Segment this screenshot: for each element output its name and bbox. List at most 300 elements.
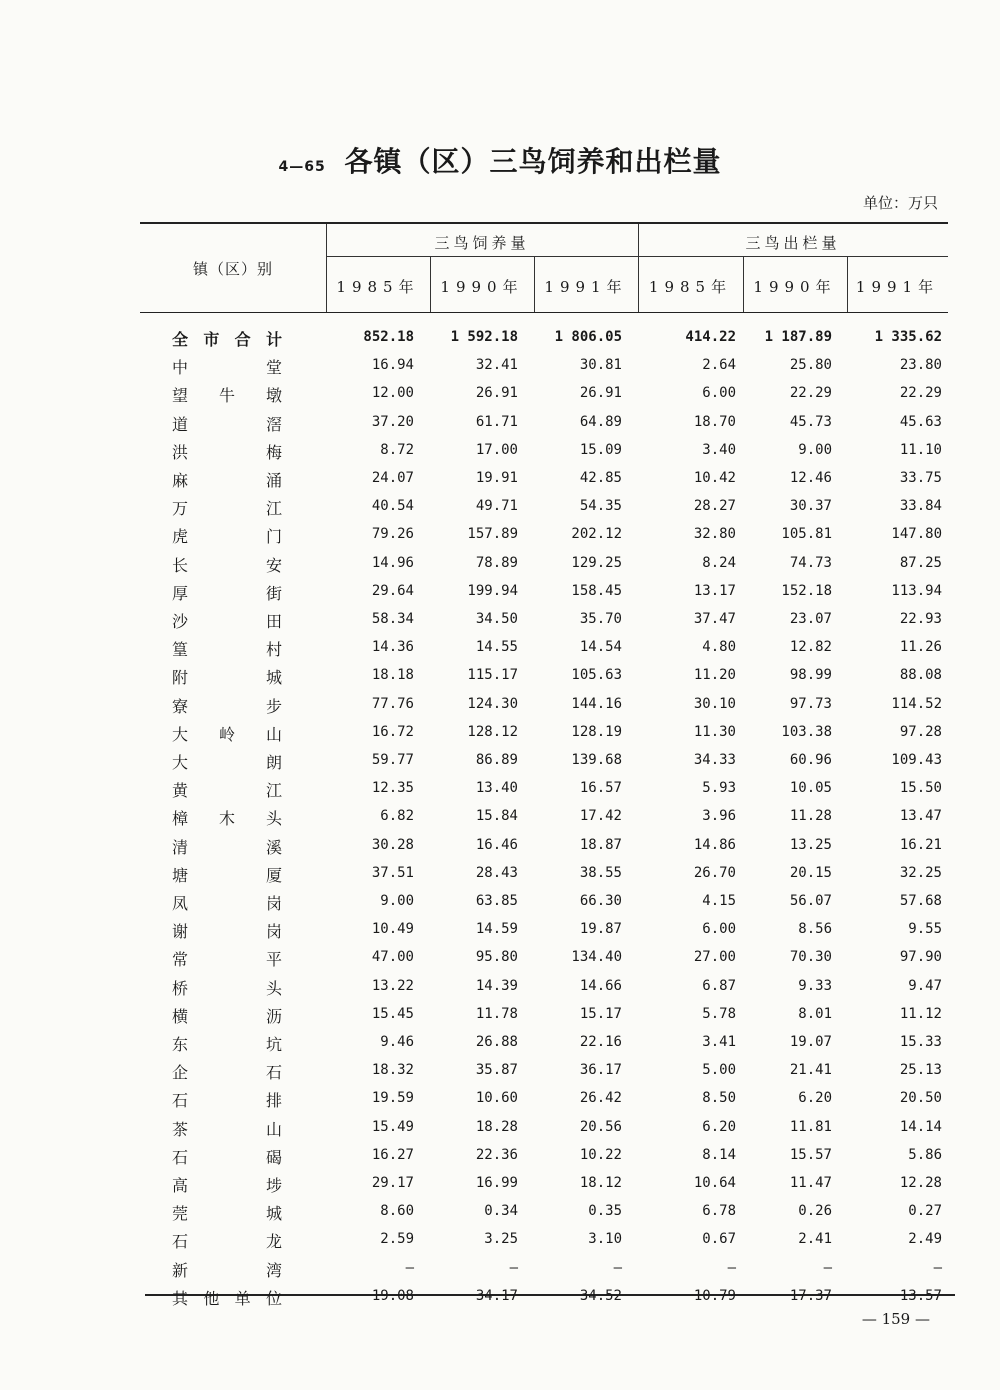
table-cell: 16.27: [371, 1146, 414, 1163]
table-cell: 36.17: [579, 1062, 622, 1079]
row-label: [172, 1088, 282, 1116]
table-cell: 88.08: [899, 667, 942, 684]
table-cell: 19.08: [371, 1287, 414, 1304]
table-cell: 16.57: [579, 780, 622, 797]
table-cell: 17.00: [475, 441, 518, 458]
table-cell: 30.10: [693, 695, 736, 712]
row-label-char: 平: [265, 950, 282, 970]
row-label-char: 麻: [172, 471, 189, 490]
table-cell: 16.99: [475, 1175, 518, 1191]
row-label-char: 头: [265, 809, 282, 829]
table-cell: 33.84: [899, 498, 942, 515]
table-cell: 14.54: [579, 639, 622, 656]
row-label: [172, 1032, 282, 1060]
row-label-char: 石: [172, 1232, 189, 1252]
table-cell: 30.28: [371, 836, 414, 853]
table-cell: 0.27: [908, 1203, 942, 1220]
table-cell: 34.33: [693, 752, 736, 768]
row-label-char: 高: [172, 1176, 189, 1195]
table-cell: 28.43: [475, 864, 518, 881]
row-label: [172, 722, 282, 750]
table-cell: 3.10: [588, 1231, 622, 1248]
table-cell: 16.72: [371, 723, 414, 740]
table-cell: 15.45: [371, 1005, 414, 1022]
table-cell: 16.94: [371, 357, 414, 374]
row-label-char: 位: [265, 1288, 282, 1308]
table-cell: 10.22: [579, 1146, 622, 1163]
table-cell: 0.67: [702, 1231, 736, 1248]
row-label-char: 寮: [172, 696, 189, 716]
table-cell: 95.80: [475, 949, 518, 966]
table-cell: 34.50: [475, 611, 518, 627]
table-cell: 13.57: [899, 1287, 942, 1304]
row-label-char: 莞: [172, 1204, 189, 1224]
table-cell: 10.60: [475, 1090, 518, 1107]
row-label-char: 沥: [265, 1006, 282, 1026]
table-cell: 11.26: [899, 639, 942, 656]
table-cell: 26.42: [579, 1090, 622, 1107]
table-cell: 13.22: [371, 977, 414, 994]
table-cell: 9.46: [380, 1034, 414, 1050]
table-cell: 18.12: [579, 1175, 622, 1191]
table-cell: 8.01: [798, 1005, 832, 1022]
table-cell: 12.46: [789, 470, 832, 486]
table-cell: 15.09: [579, 441, 622, 458]
table-cell: 26.70: [693, 864, 736, 881]
row-label-char: 厚: [172, 583, 189, 603]
table-cell: 59.77: [371, 752, 414, 768]
table-cell: 0.26: [798, 1203, 832, 1220]
table-cell: 11.12: [899, 1005, 942, 1022]
table-cell: 9.47: [908, 977, 942, 994]
table-cell: 2.41: [798, 1231, 832, 1248]
row-label: [172, 496, 282, 524]
row-label-char: 塘: [172, 865, 189, 885]
row-label-char: 江: [265, 781, 282, 801]
table-cell: 10.49: [371, 921, 414, 938]
table-cell: 4.80: [702, 639, 736, 656]
row-label-char: 涌: [265, 471, 282, 490]
row-label: [172, 327, 282, 355]
table-cell: 27.00: [693, 949, 736, 966]
table-cell: 19.59: [371, 1090, 414, 1107]
table-cell: 1 335.62: [874, 329, 942, 345]
table-cell: 15.50: [899, 780, 942, 797]
table-cell: 97.90: [899, 949, 942, 966]
row-label-char: 他: [203, 1288, 220, 1308]
table-cell: 113.94: [891, 582, 942, 599]
row-label-char: 东: [172, 1035, 189, 1054]
table-cell: 23.07: [789, 611, 832, 627]
table-cell: 22.36: [475, 1146, 518, 1163]
year-header: 1991年: [855, 278, 940, 296]
table-cell: 79.26: [371, 526, 414, 543]
table-cell: 11.78: [475, 1005, 518, 1022]
row-label-char: 道: [172, 414, 189, 434]
table-cell: 64.89: [579, 413, 622, 430]
table-cell: —: [933, 1259, 942, 1276]
table-cell: 30.81: [579, 357, 622, 374]
table-cell: 25.80: [789, 357, 832, 374]
table-cell: 12.82: [789, 639, 832, 656]
row-label-char: 街: [265, 583, 282, 603]
row-label-char: 石: [172, 1091, 189, 1111]
table-cell: 14.55: [475, 639, 518, 656]
table-cell: 8.60: [380, 1203, 414, 1220]
table-cell: 26.88: [475, 1034, 518, 1050]
table-cell: —: [727, 1259, 736, 1276]
table-cell: 87.25: [899, 554, 942, 571]
row-label-char: 坑: [265, 1035, 282, 1054]
row-label-char: 岭: [218, 724, 235, 744]
table-cell: 134.40: [571, 949, 622, 966]
row-label: [172, 750, 282, 778]
row-label-char: 田: [265, 612, 282, 631]
table-cell: 16.21: [899, 836, 942, 853]
row-label: [172, 806, 282, 834]
table-cell: —: [509, 1259, 518, 1276]
table-cell: 34.17: [475, 1287, 518, 1304]
table-cell: 14.14: [899, 1118, 942, 1135]
table-cell: 32.80: [693, 526, 736, 543]
table-cell: 103.38: [781, 723, 832, 740]
table-cell: 86.89: [475, 752, 518, 768]
row-label-char: 新: [172, 1260, 189, 1280]
table-cell: 157.89: [467, 526, 518, 543]
row-label-char: 横: [172, 1006, 189, 1026]
table-number: 4—65: [278, 159, 326, 175]
table-cell: 11.28: [789, 808, 832, 825]
table-cell: 23.80: [899, 357, 942, 374]
year-header: 1991年: [544, 278, 628, 296]
table-cell: 152.18: [781, 582, 832, 599]
table-cell: 61.71: [475, 413, 518, 430]
table-cell: 19.87: [579, 921, 622, 938]
table-cell: 8.50: [702, 1090, 736, 1107]
table-cell: 20.50: [899, 1090, 942, 1107]
table-cell: 11.30: [693, 723, 736, 740]
table-cell: 9.00: [380, 893, 414, 909]
row-label-char: 城: [265, 668, 282, 688]
row-label-char: 茶: [172, 1119, 189, 1139]
table-cell: 1 187.89: [764, 329, 832, 345]
year-header: 1985年: [648, 278, 733, 296]
row-label: [172, 581, 282, 609]
year-header: 1985年: [336, 278, 420, 296]
row-label-char: 排: [265, 1091, 282, 1111]
table-cell: 124.30: [467, 695, 518, 712]
table-cell: 12.35: [371, 780, 414, 797]
row-label-char: 朗: [265, 753, 282, 772]
row-label-char: 企: [172, 1063, 189, 1083]
table-cell: 58.34: [371, 611, 414, 627]
row-label-char: 龙: [265, 1232, 282, 1252]
table-cell: 15.84: [475, 808, 518, 825]
table-cell: 6.82: [380, 808, 414, 825]
table-cell: 18.18: [371, 667, 414, 684]
row-label: [172, 665, 282, 693]
row-label-char: 山: [265, 1119, 282, 1139]
table-cell: 17.37: [789, 1287, 832, 1304]
table-cell: 47.00: [371, 949, 414, 966]
table-cell: 158.45: [571, 582, 622, 599]
table-cell: —: [613, 1259, 622, 1276]
row-label: [172, 1229, 282, 1257]
table-cell: 32.41: [475, 357, 518, 374]
table-cell: 202.12: [571, 526, 622, 543]
row-label-char: 厦: [265, 865, 282, 885]
table-cell: 414.22: [685, 329, 736, 345]
table-cell: 8.14: [702, 1146, 736, 1163]
table-cell: 40.54: [371, 498, 414, 515]
table-cell: 34.52: [579, 1287, 622, 1304]
row-label-char: 沙: [172, 612, 189, 631]
table-cell: 28.27: [693, 498, 736, 515]
row-label-char: 安: [265, 555, 282, 575]
row-label-char: 全: [172, 330, 189, 349]
table-cell: 57.68: [899, 893, 942, 909]
table-cell: 2.49: [908, 1231, 942, 1248]
table-cell: 6.78: [702, 1203, 736, 1220]
table-cell: 3.25: [484, 1231, 518, 1248]
table-cell: 18.32: [371, 1062, 414, 1079]
table-cell: 26.91: [579, 385, 622, 402]
table-cell: 14.39: [475, 977, 518, 994]
row-label-char: 岗: [265, 894, 282, 913]
table-cell: 29.17: [371, 1175, 414, 1191]
table-cell: 54.35: [579, 498, 622, 515]
row-label: [172, 524, 282, 552]
row-label-char: 石: [265, 1063, 282, 1083]
table-cell: 45.73: [789, 413, 832, 430]
row-label: [172, 1173, 282, 1201]
table-cell: 12.00: [371, 385, 414, 402]
table-cell: 37.20: [371, 413, 414, 430]
table-cell: 16.46: [475, 836, 518, 853]
table-cell: 12.28: [899, 1175, 942, 1191]
row-label-char: 清: [172, 837, 189, 857]
table-cell: 139.68: [571, 752, 622, 768]
table-cell: 3.40: [702, 441, 736, 458]
row-label: [172, 694, 282, 722]
table-cell: 0.35: [588, 1203, 622, 1220]
table-cell: 105.81: [781, 526, 832, 543]
table-cell: 11.81: [789, 1118, 832, 1135]
row-label: [172, 553, 282, 581]
table-cell: 10.64: [693, 1175, 736, 1191]
table-cell: 13.40: [475, 780, 518, 797]
table-cell: 3.41: [702, 1034, 736, 1050]
table-cell: 97.73: [789, 695, 832, 712]
year-header: 1990年: [753, 278, 837, 296]
row-label-char: 步: [265, 696, 282, 716]
row-label-char: 长: [172, 555, 189, 575]
header-bottom-rule: [140, 312, 948, 313]
table-title-text: 各镇（区）三鸟饲养和出栏量: [344, 145, 722, 178]
row-label-char: 望: [172, 386, 189, 406]
table-cell: 1 806.05: [554, 329, 622, 345]
table-cell: 11.20: [693, 667, 736, 684]
top-rule: [140, 222, 948, 224]
table-cell: 97.28: [899, 723, 942, 740]
table-cell: 35.70: [579, 611, 622, 627]
table-cell: 60.96: [789, 752, 832, 768]
table-cell: 115.17: [467, 667, 518, 684]
table-cell: 24.07: [371, 470, 414, 486]
table-cell: 6.20: [798, 1090, 832, 1107]
table-cell: 18.87: [579, 836, 622, 853]
row-label-char: 大: [172, 753, 189, 772]
row-label-char: 墩: [265, 386, 282, 406]
table-cell: 20.56: [579, 1118, 622, 1135]
table-cell: 78.89: [475, 554, 518, 571]
table-cell: 33.75: [899, 470, 942, 486]
table-cell: 22.16: [579, 1034, 622, 1050]
table-cell: 37.51: [371, 864, 414, 881]
table-cell: 10.79: [693, 1287, 736, 1304]
row-label: [172, 778, 282, 806]
table-cell: 5.86: [908, 1146, 942, 1163]
row-label: [172, 1201, 282, 1229]
table-cell: 5.00: [702, 1062, 736, 1079]
table-cell: 14.59: [475, 921, 518, 938]
row-label-char: 碣: [265, 1147, 282, 1167]
row-label: [172, 412, 282, 440]
table-cell: 6.20: [702, 1118, 736, 1135]
table-cell: 25.13: [899, 1062, 942, 1079]
table-cell: 63.85: [475, 893, 518, 909]
row-label: [172, 947, 282, 975]
table-cell: 19.07: [789, 1034, 832, 1050]
row-label: [172, 1004, 282, 1032]
table-cell: 1 592.18: [450, 329, 518, 345]
row-label-char: 常: [172, 950, 189, 970]
row-label-char: 溪: [265, 837, 282, 857]
table-cell: 38.55: [579, 864, 622, 881]
table-cell: 144.16: [571, 695, 622, 712]
table-cell: 8.72: [380, 441, 414, 458]
table-cell: 11.47: [789, 1175, 832, 1191]
table-cell: 15.49: [371, 1118, 414, 1135]
table-cell: 22.29: [899, 385, 942, 402]
row-label-char: 桥: [172, 978, 189, 998]
table-cell: 5.78: [702, 1005, 736, 1022]
table-cell: 0.34: [484, 1203, 518, 1220]
table-cell: 10.05: [789, 780, 832, 797]
table-cell: 6.87: [702, 977, 736, 994]
row-label-char: 梅: [265, 442, 282, 462]
row-label-char: 大: [172, 724, 189, 744]
page-number: — 159 —: [861, 1310, 930, 1328]
table-cell: 21.41: [789, 1062, 832, 1079]
table-cell: 11.10: [899, 441, 942, 458]
table-cell: 105.63: [571, 667, 622, 684]
table-cell: 128.19: [571, 723, 622, 740]
table-cell: 8.24: [702, 554, 736, 571]
row-label-char: 江: [265, 499, 282, 519]
row-label-char: 湾: [265, 1260, 282, 1280]
table-cell: —: [405, 1259, 414, 1276]
table-cell: 56.07: [789, 893, 832, 909]
row-label: [172, 355, 282, 383]
row-label: [172, 468, 282, 496]
row-label: [172, 891, 282, 919]
row-label: [172, 919, 282, 947]
year-header: 1990年: [440, 278, 524, 296]
group1-header: 三鸟饲养量: [434, 234, 530, 252]
table-cell: 17.42: [579, 808, 622, 825]
unit-label: 单位：万只: [862, 194, 938, 212]
table-cell: 42.85: [579, 470, 622, 486]
row-label: [172, 976, 282, 1004]
row-label-char: 凤: [172, 894, 189, 913]
table-cell: —: [823, 1259, 832, 1276]
table-cell: 4.15: [702, 893, 736, 909]
row-label-char: 头: [265, 978, 282, 998]
row-label-char: 村: [265, 640, 282, 660]
group2-header: 三鸟出栏量: [745, 234, 841, 252]
table-cell: 20.15: [789, 864, 832, 881]
table-cell: 109.43: [891, 752, 942, 768]
row-label: [172, 1258, 282, 1286]
table-cell: 70.30: [789, 949, 832, 966]
row-label-char: 市: [203, 330, 220, 349]
table-cell: 15.57: [789, 1146, 832, 1163]
row-label: [172, 1117, 282, 1145]
row-label-char: 山: [265, 724, 282, 744]
row-label: [172, 1145, 282, 1173]
table-cell: 74.73: [789, 554, 832, 571]
table-cell: 35.87: [475, 1062, 518, 1079]
row-label: [172, 1286, 282, 1314]
row-label-char: 樟: [172, 809, 189, 829]
row-label: [172, 440, 282, 468]
row-label-char: 门: [265, 527, 282, 547]
table-cell: 30.37: [789, 498, 832, 515]
row-label-char: 洪: [172, 442, 189, 462]
table-cell: 2.64: [702, 357, 736, 374]
table-cell: 14.36: [371, 639, 414, 656]
table-cell: 6.00: [702, 921, 736, 938]
row-label-char: 虎: [172, 527, 189, 547]
table-cell: 10.42: [693, 470, 736, 486]
table-cell: 18.70: [693, 413, 736, 430]
row-label: [172, 637, 282, 665]
row-label: [172, 863, 282, 891]
row-label-header: 镇（区）别: [192, 260, 273, 278]
row-label-char: 牛: [218, 386, 235, 406]
table-cell: 98.99: [789, 667, 832, 684]
table-cell: 199.94: [467, 582, 518, 599]
row-label-char: 万: [172, 499, 189, 519]
table-cell: 147.80: [891, 526, 942, 543]
table-cell: 22.93: [899, 611, 942, 627]
row-label: [172, 1060, 282, 1088]
table-cell: 13.47: [899, 808, 942, 825]
table-cell: 77.76: [371, 695, 414, 712]
table-cell: 13.17: [693, 582, 736, 599]
table-cell: 45.63: [899, 413, 942, 430]
table-cell: 49.71: [475, 498, 518, 515]
row-label-char: 谢: [172, 922, 189, 942]
row-label: [172, 383, 282, 411]
table-cell: 9.55: [908, 921, 942, 938]
table-cell: 37.47: [693, 611, 736, 627]
table-cell: 22.29: [789, 385, 832, 402]
table-cell: 852.18: [363, 329, 414, 345]
table-cell: 2.59: [380, 1231, 414, 1248]
row-label-char: 岗: [265, 922, 282, 942]
